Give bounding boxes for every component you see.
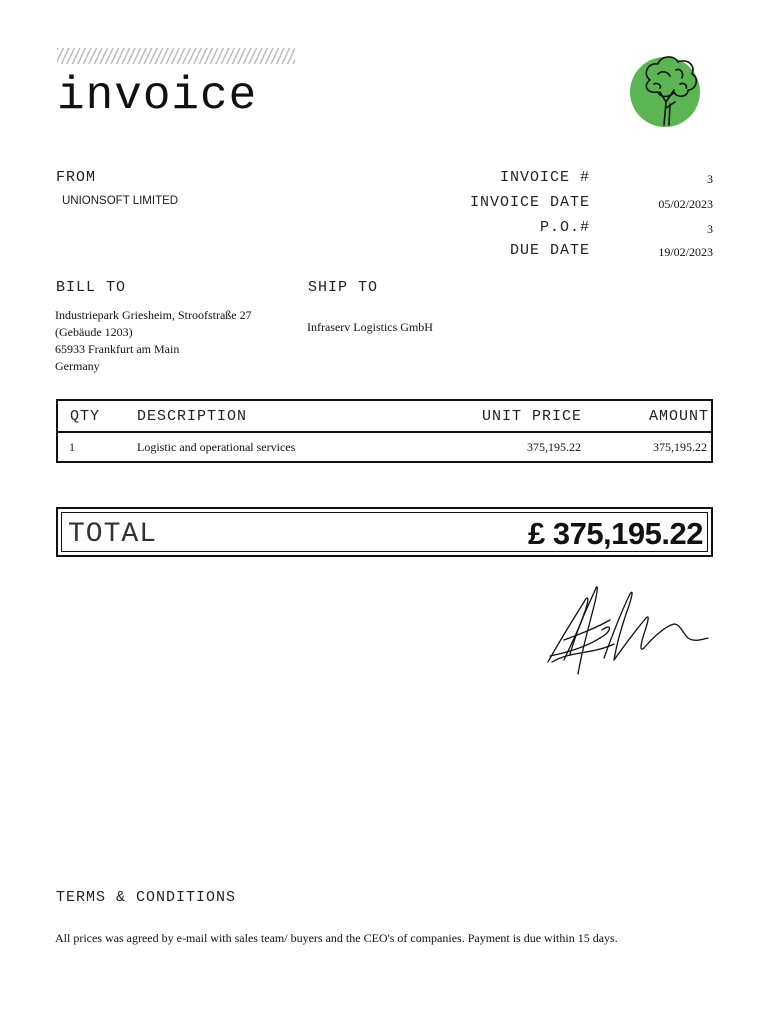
po-row — [420, 219, 713, 241]
ship-to-name: Infraserv Logistics GmbH — [307, 320, 433, 334]
bill-to-label: BILL TO — [56, 279, 127, 296]
table-row — [58, 433, 711, 461]
from-company: UNIONSOFT LIMITED — [62, 195, 179, 207]
signature — [540, 580, 715, 680]
bill-to-line: Industriepark Griesheim, Stroofstraße 27 — [55, 308, 252, 322]
total-box-inner — [61, 512, 708, 552]
po-label: P.O.# — [539, 219, 590, 236]
bill-to-address — [55, 307, 252, 375]
items-table-header — [58, 401, 711, 433]
due-date-value: 19/02/2023 — [658, 245, 713, 259]
invoice-date-value: 05/02/2023 — [658, 197, 713, 211]
col-header-qty: QTY — [70, 408, 101, 425]
col-header-amount: AMOUNT — [648, 408, 709, 425]
invoice-number-value: 3 — [707, 172, 713, 186]
due-date-label: DUE DATE — [509, 242, 590, 259]
cell-amount: 375,195.22 — [653, 440, 707, 454]
po-value: 3 — [707, 222, 713, 236]
due-date-row — [420, 242, 713, 264]
cell-description: Logistic and operational services — [137, 440, 296, 454]
cell-unit-price: 375,195.22 — [527, 440, 581, 454]
col-header-unit-price: UNIT PRICE — [481, 408, 582, 425]
bill-to-line: 65933 Frankfurt am Main — [55, 342, 180, 356]
items-table — [56, 399, 713, 463]
invoice-number-row — [420, 169, 713, 191]
bill-to-line: Germany — [55, 359, 100, 373]
total-amount: £ 375,195.22 — [527, 516, 703, 551]
invoice-date-row — [420, 194, 713, 216]
decorative-hatch — [57, 48, 295, 64]
cell-qty: 1 — [69, 440, 75, 454]
tree-icon — [630, 52, 706, 128]
total-label: TOTAL — [68, 519, 158, 550]
ship-to-label: SHIP TO — [308, 279, 379, 296]
from-label: FROM — [56, 169, 97, 186]
col-header-description: DESCRIPTION — [137, 408, 248, 425]
terms-text: All prices was agreed by e-mail with sales team/ buyers and the CEO's of companies. Payment is due within 15 days. — [55, 931, 618, 945]
invoice-title: invoice — [57, 70, 258, 122]
terms-label: TERMS & CONDITIONS — [56, 889, 237, 906]
invoice-number-label: INVOICE # — [499, 169, 590, 186]
total-box — [56, 507, 713, 557]
invoice-date-label: INVOICE DATE — [469, 194, 590, 211]
bill-to-line: (Gebäude 1203) — [55, 325, 133, 339]
